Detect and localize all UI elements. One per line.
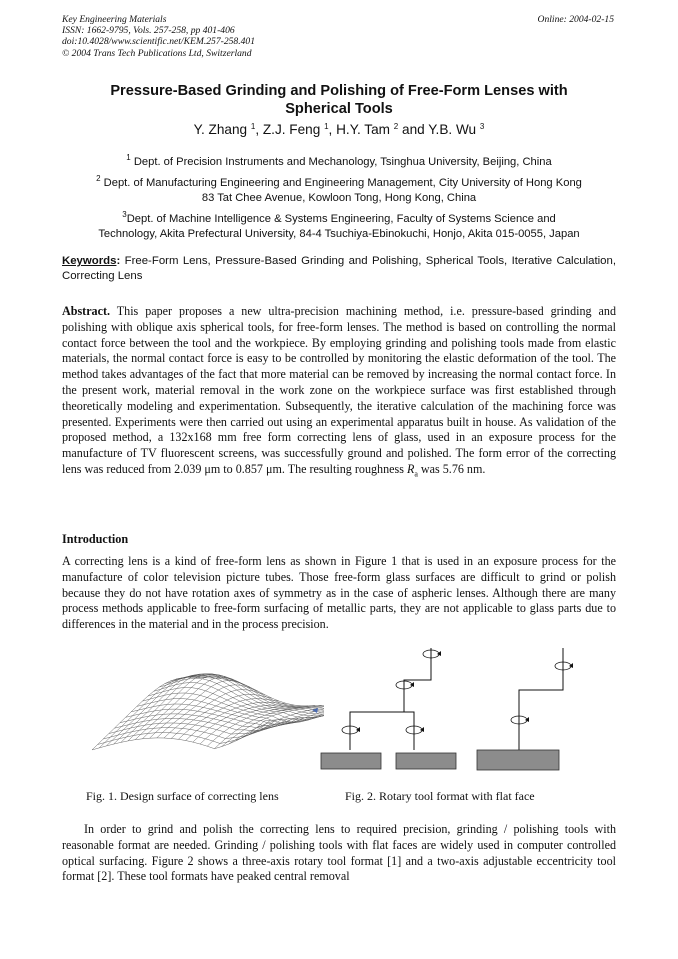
body-paragraph: In order to grind and polish the correcting lens to required precision, grinding / polishing tools with reasonable format are needed. Grinding / polishing tools with flat faces are widely used in computer controlled optical surfacing. Figure 2 shows a three-axis rotary tool format [1] and a two-axis adjustable eccentricity tool format [2]. These tool formats have peaked central removal [62, 822, 616, 884]
affiliation-2 [62, 171, 616, 206]
affiliation-1 [62, 150, 616, 170]
affiliation-sup: 3 [122, 210, 127, 219]
mesh-lines [92, 674, 324, 750]
doi-line: doi:10.4028/www.scientific.net/KEM.257-258.401 [62, 36, 256, 48]
keywords-label: Keywords [62, 255, 117, 267]
copyright-line: © 2004 Trans Tech Publications Ltd, Switzerland [62, 47, 252, 59]
flat-tool-face [396, 753, 456, 769]
section-heading-introduction: Introduction [62, 532, 129, 546]
author-sep: and [398, 122, 429, 137]
author-name: Y.B. Wu [428, 122, 477, 137]
intro-paragraph: A correcting lens is a kind of free-form lens as shown in Figure 1 that is used in an exposure process for the manufacture of color television picture tubes. Those free-form glass surfaces are difficult to grind or polish because they do not have rotation axes of symmetry as in the case of aspheric lenses. Although there are many process methods applicable to free-form surfacing of metallic parts, they are not applicable to glass parts due to differences in the material and in the process precision. [62, 554, 616, 632]
journal-name: Key Engineering Materials [62, 14, 167, 25]
paper-title [62, 82, 616, 118]
abstract [62, 304, 616, 482]
keywords-text: Free-Form Lens, Pressure-Based Grinding and Polishing, Spherical Tools, Iterative Calculation, Correcting Lens [62, 255, 616, 283]
figure-1-mesh-surface [84, 640, 324, 780]
title-line-2: Spherical Tools [285, 101, 393, 117]
roughness-symbol: R [406, 461, 415, 476]
flat-tool-face [321, 753, 381, 769]
author-sep: , [328, 122, 337, 137]
keywords-block: Keywords: Free-Form Lens, Pressure-Based Grinding and Polishing, Spherical Tools, Iterative Calculation, Correcting Lens [62, 255, 616, 283]
author-affil-sup: 3 [479, 122, 485, 131]
author-name: H.Y. Tam [336, 122, 390, 137]
online-date: Online: 2004-02-15 [537, 14, 614, 25]
affiliation-line: 83 Tat Chee Avenue, Kowloon Tong, Hong Kong, China [201, 192, 477, 204]
author-affil-sup: 2 [393, 122, 399, 131]
affiliation-sup: 2 [96, 174, 101, 183]
affiliation-3 [62, 207, 616, 242]
title-line-1: Pressure-Based Grinding and Polishing of Free-Form Lenses with [110, 83, 568, 99]
issn-line: ISSN: 1662-9795, Vols. 257-258, pp 401-406 [62, 25, 235, 37]
author-name: Z.J. Feng [262, 122, 321, 137]
figure-2-tool-diagram [316, 640, 616, 776]
abstract-text: This paper proposes a new ultra-precision machining method, i.e. pressure-based grinding and polishing with oblique axis spherical tools, for free-form lenses. The method is based on controlling the normal contact force between the tool and the workpiece. By employing grinding and polishing tools made from elastic materials, the normal contact force is easy to be controlled by monitoring the elastic deformation of the tool. The method takes advantages of the fact that more material can be removed by increasing the normal contact force. In the present work, material removal in the work zone on the workpiece surface was first established through theoretically modeling and experimentation. Subsequently, the iterative calculation of the machining force was presented. Experiments were then carried out using an experimental apparatus built in house. As validation of the proposed method, a 132x168 mm free form correcting lens of glass, used in an exposure process for the manufacture of TV fluorescent screens, was successfully ground and polished. The form error of the correcting lens was reduced from 2.039 μm to 0.857 μm. The resulting roughness [62, 304, 616, 476]
abstract-label: Abstract. [62, 304, 111, 318]
flat-tool-face [477, 750, 559, 770]
author-affil-sup: 1 [250, 122, 256, 131]
affiliation-line: Dept. of Manufacturing Engineering and Engineering Management, City University of Hong Kong [103, 177, 582, 189]
affiliation-line: Dept. of Precision Instruments and Mechanology, Tsinghua University, Beijing, China [133, 156, 552, 168]
figure-2-caption: Fig. 2. Rotary tool format with flat face [345, 789, 535, 803]
rotation-arrows [342, 650, 571, 734]
author-name: Y. Zhang [193, 122, 248, 137]
author-affil-sup: 1 [324, 122, 329, 131]
author-sep: , [255, 122, 263, 137]
affiliation-line: Technology, Akita Prefectural University, 84-4 Tsuchiya-Ebinokuchi, Honjo, Akita 015-0055, Japan [98, 228, 580, 240]
author-list [62, 122, 616, 137]
journal-meta [62, 14, 255, 59]
figure-1-caption: Fig. 1. Design surface of correcting lens [86, 789, 279, 803]
affiliation-line: Dept. of Machine Intelligence & Systems Engineering, Faculty of Systems Science and [126, 213, 556, 225]
abstract-text-end: was 5.76 nm. [417, 461, 486, 476]
roughness-subscript: a [414, 469, 418, 479]
affiliation-sup: 1 [126, 153, 131, 162]
